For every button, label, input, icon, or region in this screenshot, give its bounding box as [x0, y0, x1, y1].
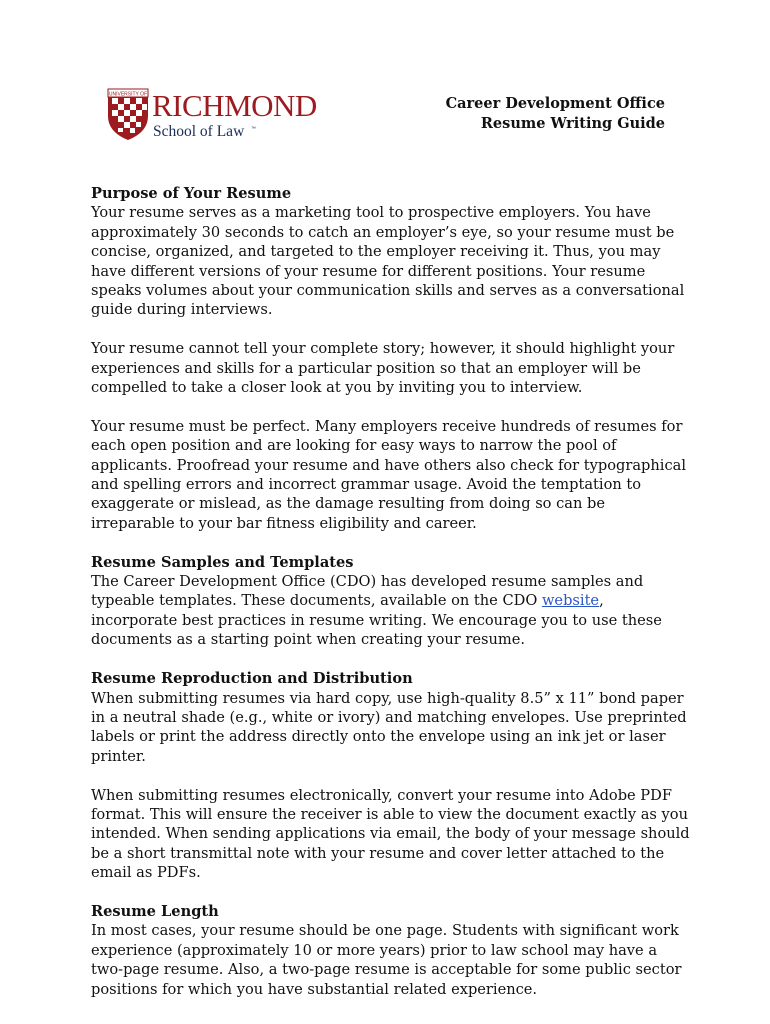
paragraph: In most cases, your resume should be one page. Students with significant work experience (approximately 10 or more years) prior to law school may have a two-page resume. Also, a two-page resume is acceptable for some public sector positions for which you have substantial related experience. [91, 922, 682, 998]
guide-title: Resume Writing Guide [480, 114, 665, 132]
website-link[interactable]: website [541, 592, 600, 610]
section-heading: Purpose of Your Resume [91, 185, 292, 202]
office-header [446, 94, 665, 133]
section-heading: Resume Length [91, 902, 219, 920]
paragraph: Your resume serves as a marketing tool to prospective employers. You have approximately 30 seconds to catch an employer’s eye, so your resume must be concise, organized, and targeted to the employer receiving it. Thus, you may have different versions of your resume for different positions. Your resume speaks volumes about your communication skills and serves as a conversational guide during interviews. [91, 204, 685, 319]
richmond-law-logo [106, 86, 326, 142]
richmond-law-logo-svg [106, 86, 326, 142]
paragraph: Your resume must be perfect. Many employers receive hundreds of resumes for each open position and are looking for easy ways to narrow the pool of applicants. Proofread your resume and have others also check for typographical and spelling errors and incorrect grammar usage. Avoid the temptation to exaggerate or mislead, as the damage resulting from doing so can be irreparable to your bar fitness eligibility and career. [91, 417, 686, 532]
section-reproduction [91, 669, 691, 882]
paragraph: When submitting resumes via hard copy, use high-quality 8.5” x 11” bond paper in a neutral shade (e.g., white or ivory) and matching envelopes. Use preprinted labels or print the address directly onto the envelope using an ink jet or laser printer. [91, 689, 687, 765]
section-samples [91, 553, 691, 650]
office-title: Career Development Office [445, 95, 665, 112]
logo-school-of-law: School of Law [153, 123, 245, 140]
section-purpose [91, 184, 691, 533]
document-body [91, 184, 691, 1018]
section-length [91, 902, 691, 999]
paragraph: When submitting resumes electronically, convert your resume into Adobe PDF format. This will ensure the receiver is able to view the document exactly as you intended. When sending applications via email, the body of your message should be a short transmittal note with your resume and cover letter attached to the email as PDFs. [91, 786, 690, 882]
section-heading: Resume Samples and Templates [91, 553, 354, 571]
logo-richmond: RICHMOND [152, 88, 317, 123]
logo-tm: ™ [251, 126, 256, 132]
paragraph-text: The Career Development Office (CDO) has developed resume samples and typeable templates. These documents, available on the CDO [91, 573, 644, 610]
section-heading: Resume Reproduction and Distribution [91, 670, 413, 688]
paragraph: Your resume cannot tell your complete story; however, it should highlight your experiences and skills for a particular position so that an employer will be compelled to take a closer look at you by inviting you to interview. [91, 340, 675, 397]
paragraph-text: , incorporate best practices in resume writing. We encourage you to use these documents as a starting point when creating your resume. [91, 592, 662, 649]
logo-university-of: UNIVERSITY OF [108, 91, 148, 98]
paragraph [91, 572, 691, 650]
